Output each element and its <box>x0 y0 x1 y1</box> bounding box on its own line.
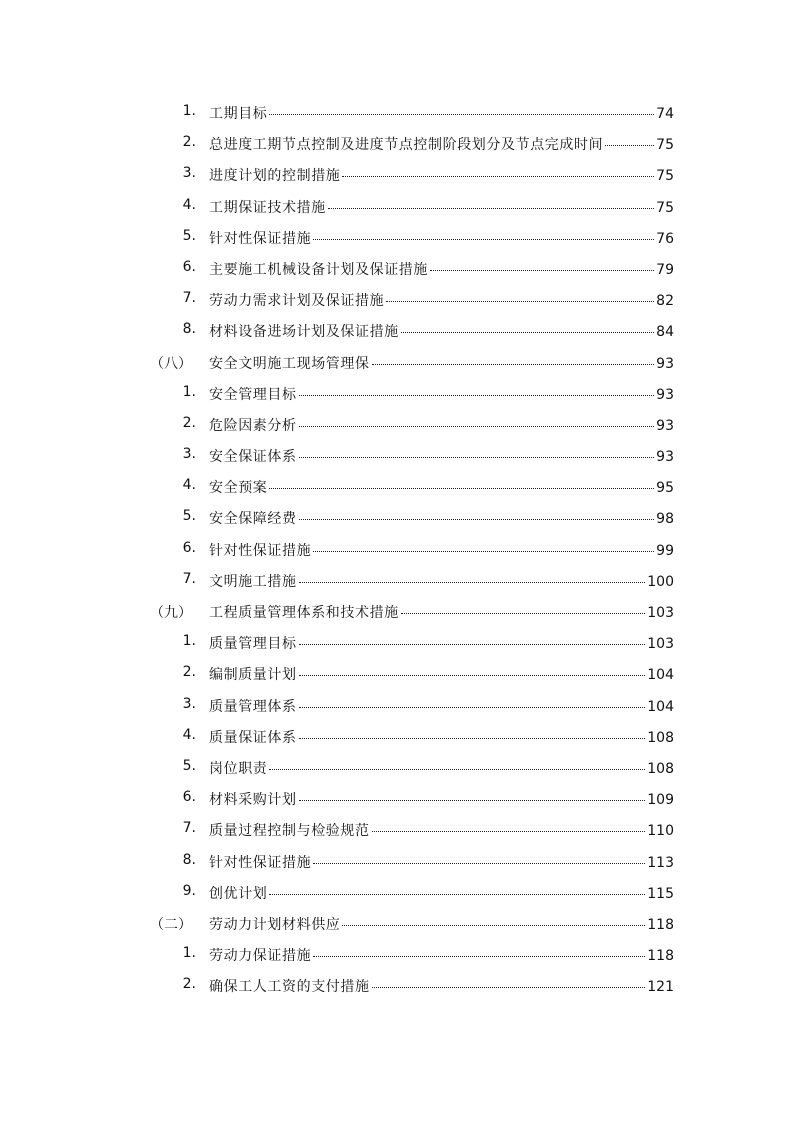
toc-entry-title[interactable]: 质量管理目标 <box>209 636 297 653</box>
toc-entry-title[interactable]: 安全保证体系 <box>209 449 297 466</box>
toc-dot-leader <box>430 270 654 271</box>
toc-entry-page: 104 <box>647 667 674 684</box>
toc-entry-number: 2. <box>182 664 196 681</box>
toc-entry-title[interactable]: 质量保证体系 <box>209 729 297 746</box>
toc-entry[interactable] <box>0 533 793 564</box>
toc-section-entry[interactable] <box>0 346 793 377</box>
toc-entry-number: 1. <box>182 383 196 400</box>
toc-entry-number: 5. <box>182 757 196 774</box>
toc-entry-title[interactable]: 工期目标 <box>209 106 268 122</box>
toc-entry[interactable] <box>0 782 793 813</box>
toc-entry-number: 1. <box>182 945 196 962</box>
toc-entry-title[interactable]: 材料设备进场计划及保证措施 <box>209 324 399 341</box>
toc-entry-title[interactable]: 工期保证技术措施 <box>209 199 326 216</box>
toc-entry[interactable] <box>0 938 793 969</box>
toc-entry-number: 5. <box>182 227 196 244</box>
toc-entry-page: 118 <box>647 916 674 933</box>
toc-entry-number: 4. <box>182 726 196 743</box>
toc-entry-number: 3. <box>182 165 196 182</box>
toc-entry-page: 121 <box>647 979 674 996</box>
toc-entry[interactable] <box>0 720 793 751</box>
toc-entry-title[interactable]: 劳动力保证措施 <box>209 948 312 965</box>
toc-dot-leader <box>299 800 646 801</box>
toc-entry-page: 103 <box>647 605 674 621</box>
toc-entry[interactable] <box>0 876 793 907</box>
toc-dot-leader <box>299 675 646 676</box>
toc-entry[interactable] <box>0 408 793 439</box>
toc-entry[interactable] <box>0 470 793 501</box>
toc-dot-leader <box>269 769 645 770</box>
toc-entry[interactable] <box>0 252 793 283</box>
toc-entry-page: 93 <box>656 449 674 466</box>
toc-entry-number: 6. <box>182 539 196 556</box>
toc-entry-page: 95 <box>656 480 674 497</box>
toc-entry-title[interactable]: 危险因素分析 <box>209 417 297 434</box>
toc-entry-number: 6. <box>182 789 196 806</box>
toc-entry-number: 1. <box>182 633 196 650</box>
toc-entry[interactable] <box>0 689 793 720</box>
toc-dot-leader <box>299 582 646 583</box>
toc-entry[interactable] <box>0 439 793 470</box>
toc-entry-page: 100 <box>647 573 674 590</box>
toc-entry[interactable] <box>0 969 793 1000</box>
toc-entry-number: 9. <box>182 882 196 899</box>
table-of-contents <box>0 96 793 1000</box>
toc-entry-title[interactable]: 劳动力需求计划及保证措施 <box>209 293 385 310</box>
toc-entry-page: 109 <box>647 792 674 809</box>
toc-entry-title[interactable]: 进度计划的控制措施 <box>209 168 341 185</box>
toc-entry-number: 2. <box>182 134 196 151</box>
toc-dot-leader <box>313 239 654 240</box>
toc-dot-leader <box>269 894 645 895</box>
toc-entry[interactable] <box>0 283 793 314</box>
toc-section-entry[interactable] <box>0 595 793 626</box>
toc-entry[interactable] <box>0 190 793 221</box>
toc-entry-page: 74 <box>656 106 674 122</box>
toc-dot-leader <box>313 863 645 864</box>
toc-dot-leader <box>605 145 654 146</box>
toc-dot-leader <box>342 925 645 926</box>
toc-entry-number: 4. <box>182 196 196 213</box>
toc-entry-page: 93 <box>656 386 674 403</box>
toc-entry-page: 75 <box>656 168 674 185</box>
toc-entry-title[interactable]: 针对性保证措施 <box>209 230 312 247</box>
toc-entry-page: 108 <box>647 729 674 746</box>
toc-entry-title[interactable]: 质量过程控制与检验规范 <box>209 823 370 840</box>
toc-entry-title[interactable]: 安全管理目标 <box>209 386 297 403</box>
toc-entry-page: 75 <box>656 137 674 154</box>
toc-entry-title[interactable]: 针对性保证措施 <box>209 854 312 871</box>
toc-entry-number: （九） <box>150 605 192 621</box>
toc-entry-title[interactable]: 确保工人工资的支付措施 <box>209 979 370 996</box>
toc-entry-page: 110 <box>647 823 674 840</box>
toc-entry-page: 75 <box>656 199 674 216</box>
toc-entry-page: 93 <box>656 417 674 434</box>
toc-entry[interactable] <box>0 96 793 127</box>
toc-entry-title[interactable]: 质量管理体系 <box>209 698 297 715</box>
toc-entry-number: 2. <box>182 414 196 431</box>
toc-entry[interactable] <box>0 657 793 688</box>
toc-dot-leader <box>372 831 646 832</box>
toc-dot-leader <box>299 738 646 739</box>
toc-dot-leader <box>299 644 646 645</box>
toc-entry-title[interactable]: 编制质量计划 <box>209 667 297 684</box>
toc-entry-number: 3. <box>182 446 196 463</box>
toc-entry-page: 118 <box>647 948 674 965</box>
toc-entry-title[interactable]: 针对性保证措施 <box>209 542 312 559</box>
toc-entry[interactable] <box>0 845 793 876</box>
toc-dot-leader <box>372 364 655 365</box>
toc-entry-number: 8. <box>182 851 196 868</box>
toc-dot-leader <box>299 426 655 427</box>
toc-dot-leader <box>299 519 655 520</box>
toc-entry-page: 76 <box>656 230 674 247</box>
toc-entry-page: 115 <box>647 885 674 902</box>
toc-entry[interactable] <box>0 377 793 408</box>
toc-entry-title[interactable]: 创优计划 <box>209 885 268 902</box>
toc-entry-page: 98 <box>656 511 674 528</box>
toc-entry[interactable] <box>0 501 793 532</box>
toc-entry-number: 7. <box>182 290 196 307</box>
toc-entry-page: 84 <box>656 324 674 341</box>
toc-entry[interactable] <box>0 626 793 657</box>
toc-entry-number: 2. <box>182 976 196 993</box>
toc-dot-leader <box>401 332 654 333</box>
toc-entry-number: 3. <box>182 695 196 712</box>
toc-entry[interactable] <box>0 158 793 189</box>
toc-dot-leader <box>386 301 654 302</box>
toc-entry-page: 108 <box>647 760 674 777</box>
toc-entry-title[interactable]: 安全保障经费 <box>209 511 297 528</box>
toc-entry-title[interactable]: 工程质量管理体系和技术措施 <box>209 605 399 621</box>
toc-entry-title[interactable]: 劳动力计划材料供应 <box>209 916 341 933</box>
toc-entry-number: 1. <box>182 103 196 119</box>
toc-entry-number: 5. <box>182 508 196 525</box>
toc-dot-leader <box>372 987 646 988</box>
toc-entry[interactable] <box>0 221 793 252</box>
toc-section-entry[interactable] <box>0 907 793 938</box>
toc-dot-leader <box>269 114 654 115</box>
toc-entry-number: （二） <box>150 916 192 933</box>
toc-entry-title[interactable]: 文明施工措施 <box>209 573 297 590</box>
toc-entry[interactable] <box>0 314 793 345</box>
toc-entry-number: 7. <box>182 570 196 587</box>
toc-dot-leader <box>401 613 645 614</box>
toc-dot-leader <box>269 488 654 489</box>
toc-entry-page: 104 <box>647 698 674 715</box>
toc-entry-title[interactable]: 岗位职责 <box>209 760 268 777</box>
toc-dot-leader <box>328 208 654 209</box>
toc-dot-leader <box>313 956 645 957</box>
toc-entry-number: 7. <box>182 820 196 837</box>
toc-dot-leader <box>299 707 646 708</box>
toc-dot-leader <box>299 457 655 458</box>
toc-entry-page: 103 <box>647 636 674 653</box>
toc-entry-page: 93 <box>656 355 674 372</box>
toc-entry-title[interactable]: 安全预案 <box>209 480 268 497</box>
toc-entry-title[interactable]: 总进度工期节点控制及进度节点控制阶段划分及节点完成时间 <box>209 137 604 154</box>
toc-entry-number: （八） <box>150 355 192 372</box>
toc-entry[interactable] <box>0 564 793 595</box>
toc-entry-title[interactable]: 安全文明施工现场管理保 <box>209 355 370 372</box>
toc-entry-page: 113 <box>647 854 674 871</box>
toc-entry-number: 4. <box>182 477 196 494</box>
toc-entry[interactable] <box>0 127 793 158</box>
toc-entry[interactable] <box>0 751 793 782</box>
toc-entry-page: 79 <box>656 261 674 278</box>
toc-entry-title[interactable]: 主要施工机械设备计划及保证措施 <box>209 261 428 278</box>
toc-entry-number: 6. <box>182 258 196 275</box>
toc-entry-page: 82 <box>656 293 674 310</box>
toc-dot-leader <box>342 176 654 177</box>
toc-dot-leader <box>299 395 655 396</box>
toc-entry[interactable] <box>0 813 793 844</box>
toc-entry-page: 99 <box>656 542 674 559</box>
toc-dot-leader <box>313 551 654 552</box>
toc-entry-title[interactable]: 材料采购计划 <box>209 792 297 809</box>
toc-entry-number: 8. <box>182 321 196 338</box>
